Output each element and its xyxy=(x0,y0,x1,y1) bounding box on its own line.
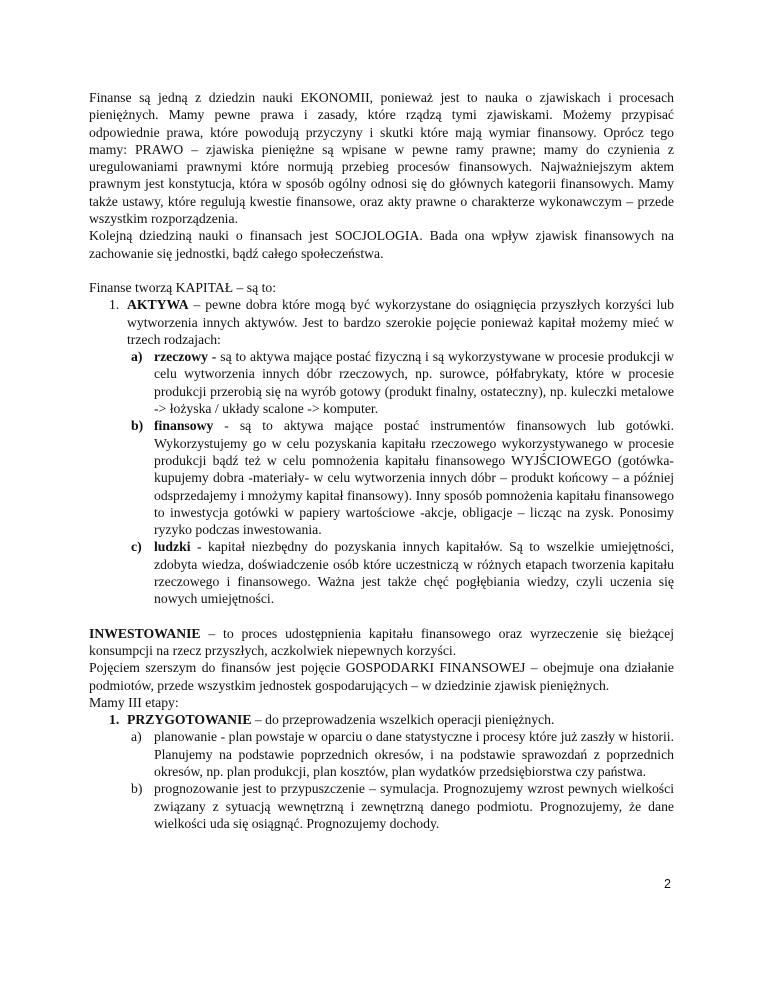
list-number: 1. xyxy=(109,297,120,313)
socjologia-paragraph: Kolejną dziedziną nauki o finansach jest SOCJOLOGIA. Bada ona wpływ zjawisk finansowych na zachowanie się jednostki, bądź całego społeczeństwa. xyxy=(89,228,674,261)
inwestowanie-paragraph xyxy=(89,625,674,660)
sub-label: a) xyxy=(131,729,142,745)
planowanie-text: planowanie - plan powstaje w oparciu o dane statystyczne i procesy które już zaszły w historii. Planujemy na podstawie poprzednich okresów, i na podstawie sprawozdań z poprzednich okresów, np. plan produkcji, plan kosztów, plan wydatków przedsiębiorstwa czy państwa. xyxy=(154,729,674,779)
page-number: 2 xyxy=(664,877,671,891)
etapy-lead: Mamy III etapy: xyxy=(89,694,179,710)
aktywa-text: – pewne dobra które mogą być wykorzystane do osiągnięcia przyszłych korzyści lub wytworzenia innych aktywów. Jest to bardzo szerokie pojęcie ponieważ kapitał możemy mieć w trzech rodzajach: xyxy=(127,297,674,347)
list-item-aktywa xyxy=(89,296,674,348)
spacer xyxy=(89,608,674,625)
term-inwestowanie: INWESTOWANIE xyxy=(89,625,201,641)
sub-item-rzeczowy xyxy=(89,348,674,417)
intro-paragraph: Finanse są jedną z dziedzin nauki EKONOMII, ponieważ jest to nauka o zjawiskach i procesach pieniężnych. Mamy pewne prawa i zasady, które rządzą tymi zjawiskami. Możemy przypisać odpowiednie prawa, które powodują przyczyny i skutki które mają wymiar finansowy. Oprócz tego mamy: PRAWO – zjawiska pieniężne są wpisane w pewne ramy prawne; mamy do czynienia z uregulowaniami prawnymi które normują przebieg procesów finansowych. Najważniejszym aktem prawnym jest konstytucja, która w sposób ogólny odnosi się do głównych kategorii finansowych. Mamy także ustawy, które regulują kwestie finansowe, oraz akty prawne o charakterze wykonawczym – przede wszystkim rozporządzenia. xyxy=(89,90,674,227)
sub-label: b) xyxy=(131,418,144,434)
kapital-lead: Finanse tworzą KAPITAŁ – są to: xyxy=(89,279,277,295)
term-finansowy: finansowy xyxy=(154,418,214,434)
sub-item-finansowy xyxy=(89,417,674,538)
term-aktywa: AKTYWA xyxy=(127,297,189,313)
list-number: 1. xyxy=(109,712,120,728)
rzeczowy-text: są to aktywa mające postać fizyczną i są wykorzystywane w procesie produkcji w celu wytworzenia innych dóbr rzeczowych, np. surowce, półfabrykaty, które w procesie produkcji przerobią się na wyrób gotowy (produkt finalny, ostateczny), np. kuleczki metalowe -> łożyska / układy scalone -> komputer. xyxy=(154,349,674,417)
spacer xyxy=(89,262,674,279)
przygotowanie-text: – do przeprowadzenia wszelkich operacji pieniężnych. xyxy=(251,712,555,728)
finansowy-text: - są to aktywa mające postać instrumentów finansowych lub gotówki. Wykorzystujemy go w celu pozyskania kapitału rzeczowego wykorzystywanego w procesie produkcji bądź też w celu pomnożenia kapitału finansowego WYJŚCIOWEGO (gotówka- kupujemy dobra -materiały- w celu wytworzenia innych dóbr – produkt końcowy – a później odsprzedajemy i mnożymy kapitał finansowy). Inny sposób pomnożenia kapitału finansowego to inwestycja gotówki w papiery wartościowe -akcje, obligacje – licząc na zysk. Ponosimy ryzyko podczas inwestowania. xyxy=(154,418,674,538)
sub-item-prognozowanie xyxy=(89,780,674,832)
sub-item-planowanie xyxy=(89,728,674,780)
page-content xyxy=(89,89,674,832)
term-ludzki: ludzki xyxy=(154,539,191,555)
term-przygotowanie: PRZYGOTOWANIE xyxy=(127,712,252,728)
list-item-przygotowanie xyxy=(89,711,674,728)
ludzki-text: - kapitał niezbędny do pozyskania innych kapitałów. Są to wszelkie umiejętności, zdobyta wiedza, doświadczenie osób które uczestniczą w różnych etapach tworzenia kapitału rzeczowego i finansowego. Ważna jest także chęć pogłębiania wiedzy, czyli uczenia się nowych umiejętności. xyxy=(154,539,674,607)
prognozowanie-text: prognozowanie jest to przypuszczenie – symulacja. Prognozujemy wzrost pewnych wielkości związany z sytuacją wewnętrzną i zewnętrzną danego podmiotu. Prognozujemy, że dane wielkości uda się osiągnąć. Prognozujemy dochody. xyxy=(154,781,674,831)
sub-label: a) xyxy=(131,349,143,365)
term-rzeczowy: rzeczowy - xyxy=(154,349,217,365)
sub-label: b) xyxy=(131,781,143,797)
sub-label: c) xyxy=(131,539,142,555)
sub-item-ludzki xyxy=(89,538,674,607)
gospodarka-paragraph: Pojęciem szerszym do finansów jest pojęcie GOSPODARKI FINANSOWEJ – obejmuje ona działanie podmiotów, przede wszystkim jednostek gospodarujących – w dziedzinie zjawisk pieniężnych. xyxy=(89,660,674,693)
inwestowanie-text: – to proces udostępnienia kapitału finansowego oraz wyrzeczenie się bieżącej konsumpcji na rzecz przyszłych, aczkolwiek niepewnych korzyści. xyxy=(89,625,674,658)
